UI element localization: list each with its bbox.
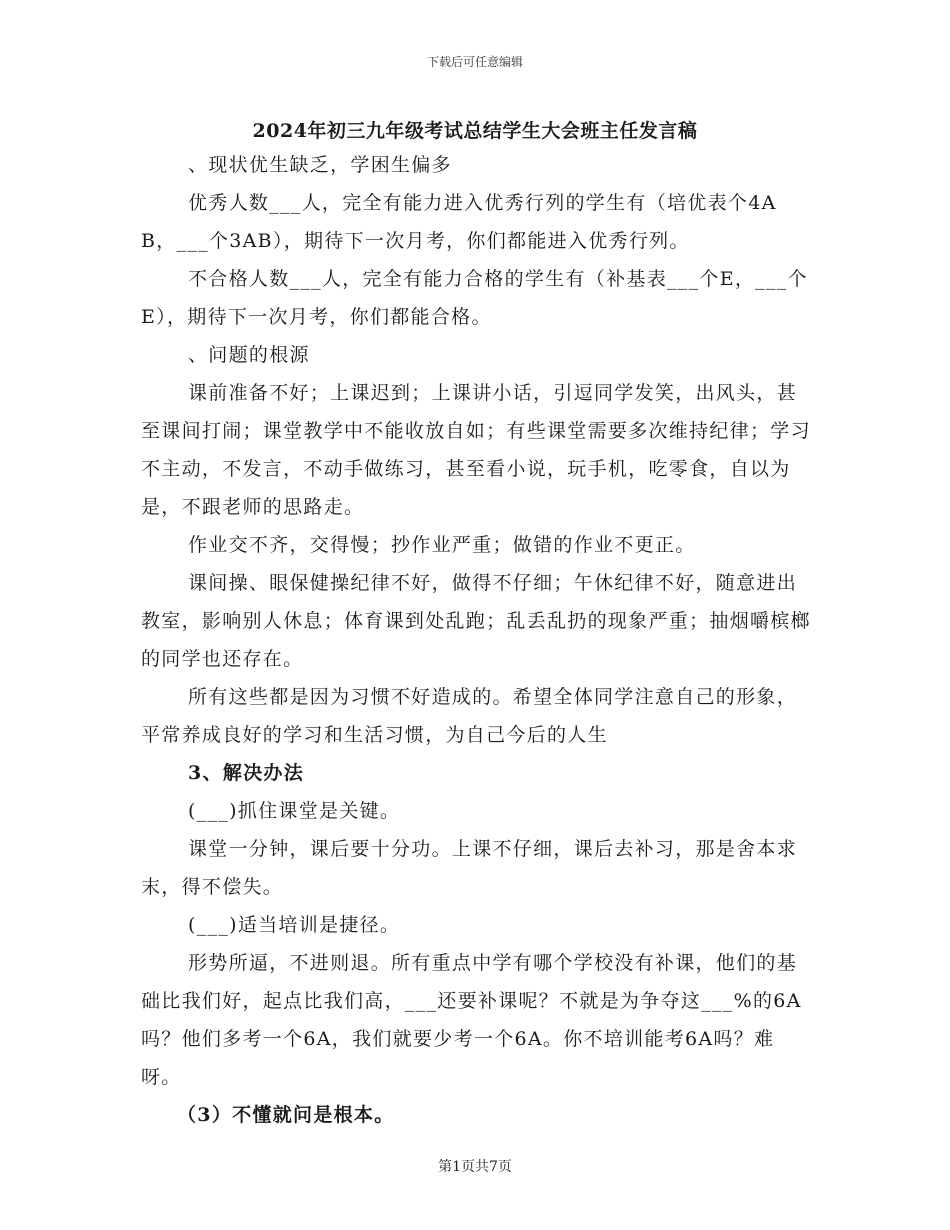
section-heading-status: 、现状优生缺乏，学困生偏多 xyxy=(188,154,452,176)
paragraph-homework: 作业交不齐，交得慢；抄作业严重；做错的作业不更正。 xyxy=(188,534,696,556)
section-heading-root-cause: 、问题的根源 xyxy=(188,344,310,366)
document-body xyxy=(141,146,811,1134)
paragraph-habits: 所有这些都是因为习惯不好造成的。希望全体同学注意自己的形象，平常养成良好的学习和生活习惯，为自己今后的人生 xyxy=(141,686,798,746)
paragraph-discipline: 课间操、眼保健操纪律不好，做得不仔细；午休纪律不好，随意进出教室，影响别人休息；体育课到处乱跑；乱丢乱扔的现象严重；抽烟嚼槟榔的同学也还存在。 xyxy=(141,572,811,670)
subheading-classroom: (___)抓住课堂是关键。 xyxy=(188,800,401,822)
header-note: 下载后可任意编辑 xyxy=(426,55,523,69)
paragraph-excellent-students: 优秀人数___人，完全有能力进入优秀行列的学生有（培优表个4AB，___个3AB），期待下一次月考，你们都能进入优秀行列。 xyxy=(141,192,777,252)
section-heading-solutions: 3、解决办法 xyxy=(188,762,305,784)
paragraph-failing-students: 不合格人数___人，完全有能力合格的学生有（补基表___个E，___个E），期待下一次月考，你们都能合格。 xyxy=(141,268,808,328)
paragraph-training: 形势所逼，不进则退。所有重点中学有哪个学校没有补课，他们的基础比我们好，起点比我们高，___还要补课呢？不就是为争夺这___%的6A吗？他们多考一个6A，我们就要少考一个6A。你不培训能考6A吗？难呀。 xyxy=(141,952,802,1088)
document-title: 2024年初三九年级考试总结学生大会班主任发言稿 xyxy=(252,120,698,142)
paragraph-class-behavior: 课前准备不好；上课迟到；上课讲小话，引逗同学发笑，出风头，甚至课间打闹；课堂教学中不能收放自如；有些课堂需要多次维持纪律；学习不主动，不发言，不动手做练习，甚至看小说，玩手机，吃零食，自以为是，不跟老师的思路走。 xyxy=(141,382,811,518)
paragraph-classroom: 课堂一分钟，课后要十分功。上课不仔细，课后去补习，那是舍本求末，得不偿失。 xyxy=(141,838,798,898)
page-footer: 第1页共7页 xyxy=(438,1159,512,1175)
subheading-training: (___)适当培训是捷径。 xyxy=(188,914,401,936)
subheading-ask-questions: （3）不懂就问是根本。 xyxy=(177,1104,395,1126)
